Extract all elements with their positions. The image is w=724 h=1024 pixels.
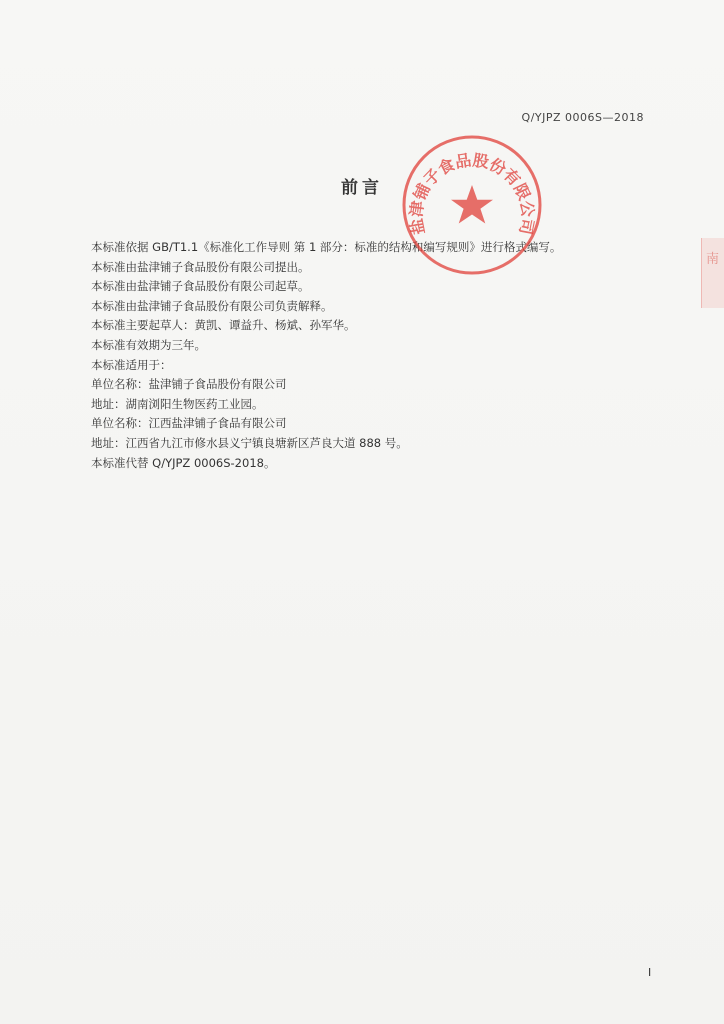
body-text [91, 238, 651, 473]
edge-seal-text: 南 [706, 252, 720, 267]
text-line: 本标准有效期为三年。 [91, 337, 206, 352]
seal-text: 盐津铺子食品股份有限公司 [406, 150, 538, 237]
text-line: 本标准主要起草人：黄凯、谭益升、杨斌、孙军华。 [91, 318, 356, 333]
text-line: 本标准由盐津铺子食品股份有限公司提出。 [91, 259, 310, 274]
text-line: 本标准代替 Q/YJPZ 0006S-2018。 [91, 455, 276, 470]
text-line: 单位名称：江西盐津铺子食品有限公司 [91, 416, 287, 431]
seal-star-icon [451, 185, 493, 224]
page-number: I [648, 966, 652, 979]
company-seal-stamp [400, 133, 544, 277]
text-line: 本标准依据 GB/T1.1《标准化工作导则 第 1 部分：标准的结构和编写规则》进行格式编写。 [91, 240, 562, 254]
text-line: 地址：湖南浏阳生物医药工业园。 [91, 396, 264, 411]
edge-seal-fragment [701, 238, 724, 308]
document-code: Q/YJPZ 0006S—2018 [521, 111, 644, 124]
text-line: 本标准适用于： [91, 357, 172, 372]
page-title: 前言 [341, 178, 383, 198]
text-line: 地址：江西省九江市修水县义宁镇良塘新区芦良大道 888 号。 [91, 435, 408, 450]
text-line: 本标准由盐津铺子食品股份有限公司负责解释。 [91, 298, 333, 313]
text-line: 本标准由盐津铺子食品股份有限公司起草。 [91, 279, 310, 294]
text-line: 单位名称：盐津铺子食品股份有限公司 [91, 377, 287, 392]
